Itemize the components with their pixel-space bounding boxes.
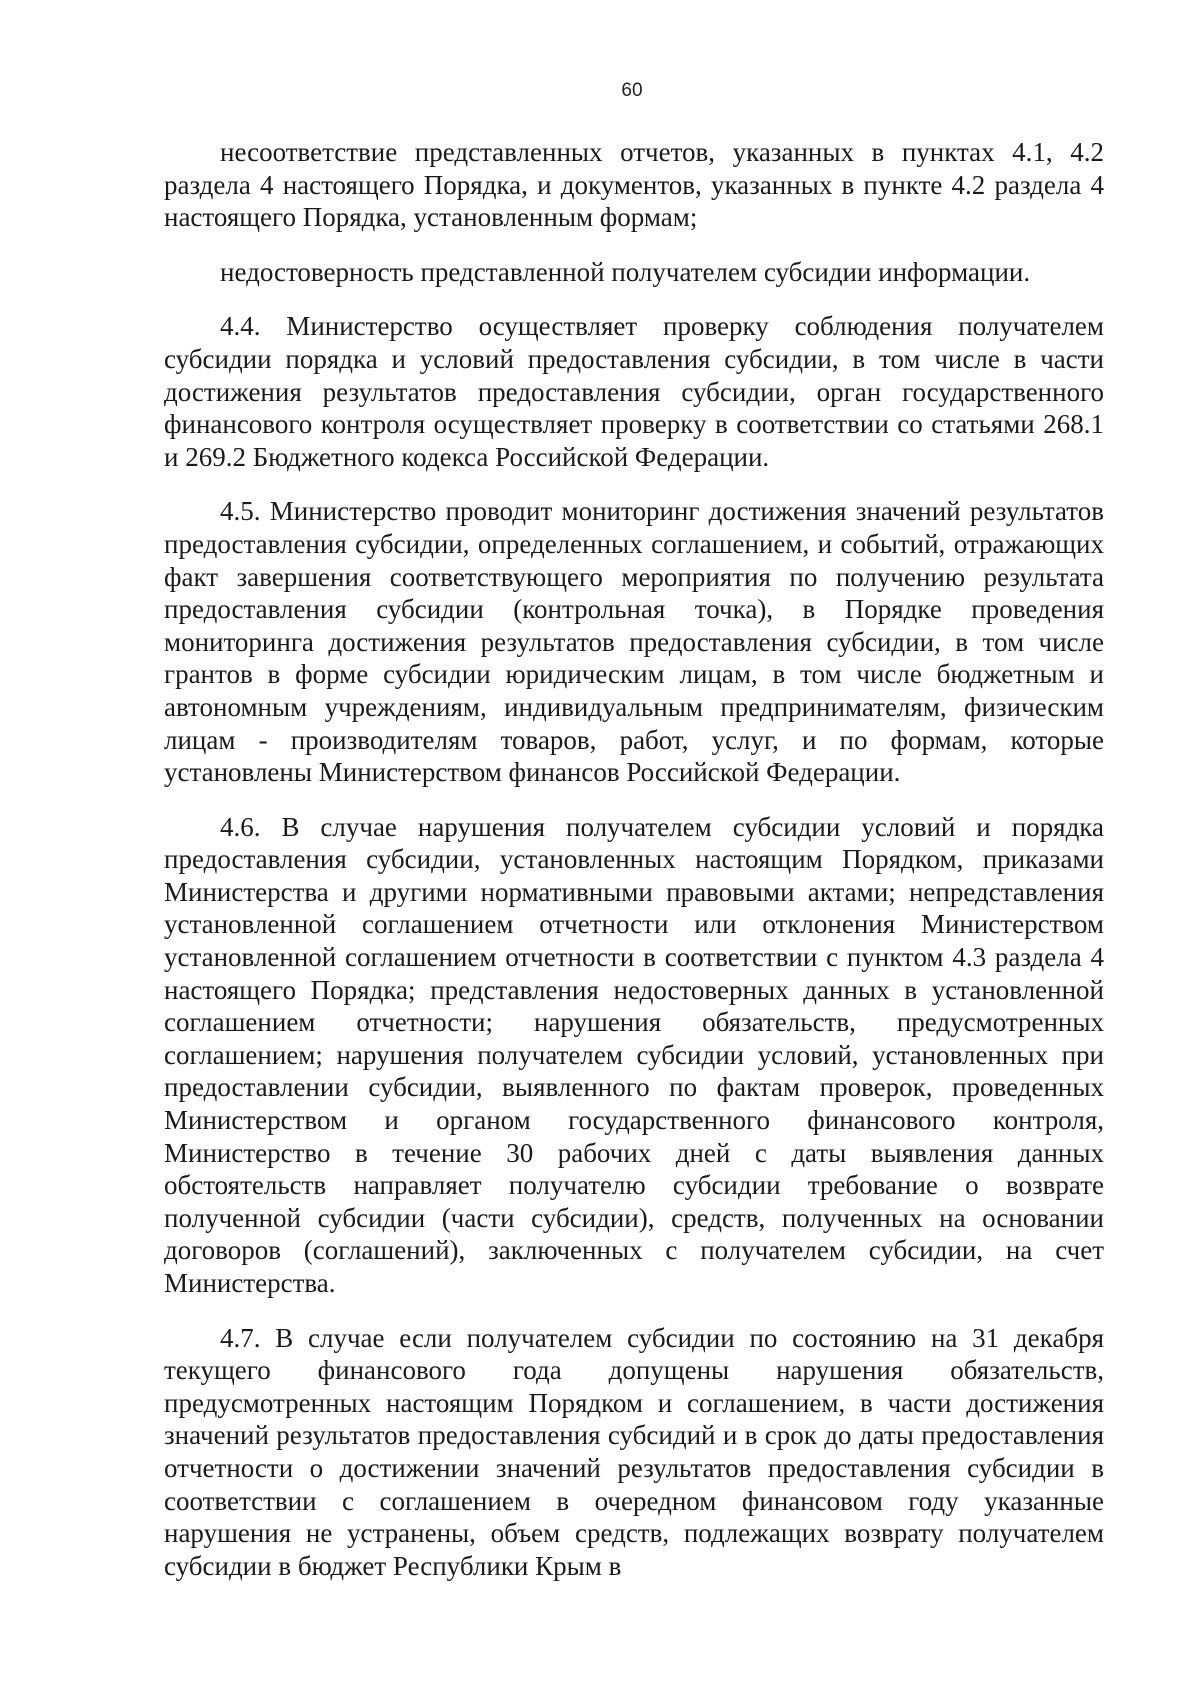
paragraph-4-6: 4.6. В случае нарушения получателем субсидии условий и порядка предоставления субсидии, установленных настоящим Порядком, приказами Министерства и другими нормативными правовыми актами; непредставления установленной соглашением отчетности или отклонения Министерством установленной соглашением отчетности в соответствии с пунктом 4.3 раздела 4 настоящего Порядка; представления недостоверных данных в установленной соглашением отчетности; нарушения обязательств, предусмотренных соглашением; нарушения получателем субсидии условий, установленных при предоставлении субсидии, выявленного по фактам проверок, проведенных Министерством и органом государственного финансового контроля, Министерство в течение 30 рабочих дней с даты выявления данных обстоятельств направляет получателю субсидии требование о возврате полученной субсидии (части субсидии), средств, полученных на основании договоров (соглашений), заключенных с получателем субсидии, на счет Министерства.: [164, 811, 1104, 1298]
page-number: 60: [621, 80, 643, 101]
paragraph-nonconformity: несоответствие представленных отчетов, указанных в пунктах 4.1, 4.2 раздела 4 настоящего Порядка, и документов, указанных в пункте 4.2 раздела 4 настоящего Порядка, установленным формам;: [164, 137, 1104, 233]
paragraph-4-5: 4.5. Министерство проводит мониторинг достижения значений результатов предоставления субсидии, определенных соглашением, и событий, отражающих факт завершения соответствующего мероприятия по получению результата предоставления субсидии (контрольная точка), в Порядке проведения мониторинга достижения результатов предоставления субсидии, в том числе грантов в форме субсидии юридическим лицам, в том числе бюджетным и автономным учреждениям, индивидуальным предпринимателям, физическим лицам - производителям товаров, работ, услуг, и по формам, которые установлены Министерством финансов Российской Федерации.: [164, 496, 1104, 788]
paragraph-4-4: 4.4. Министерство осуществляет проверку соблюдения получателем субсидии порядка и условий предоставления субсидии, в том числе в части достижения результатов предоставления субсидии, орган государственного финансового контроля осуществляет проверку в соответствии со статьями 268.1 и 269.2 Бюджетного кодекса Российской Федерации.: [164, 311, 1104, 472]
paragraph-4-7: 4.7. В случае если получателем субсидии по состоянию на 31 декабря текущего финансового года допущены нарушения обязательств, предусмотренных настоящим Порядком и соглашением, в части достижения значений результатов предоставления субсидий и в срок до даты предоставления отчетности о достижении значений результатов предоставления субсидии в соответствии с соглашением в очередном финансовом году указанные нарушения не устранены, объем средств, подлежащих возврату получателем субсидии в бюджет Республики Крым в: [164, 1322, 1104, 1581]
document-body: [164, 136, 1104, 1602]
paragraph-unreliability: недостоверность представленной получателем субсидии информации.: [220, 256, 1031, 287]
